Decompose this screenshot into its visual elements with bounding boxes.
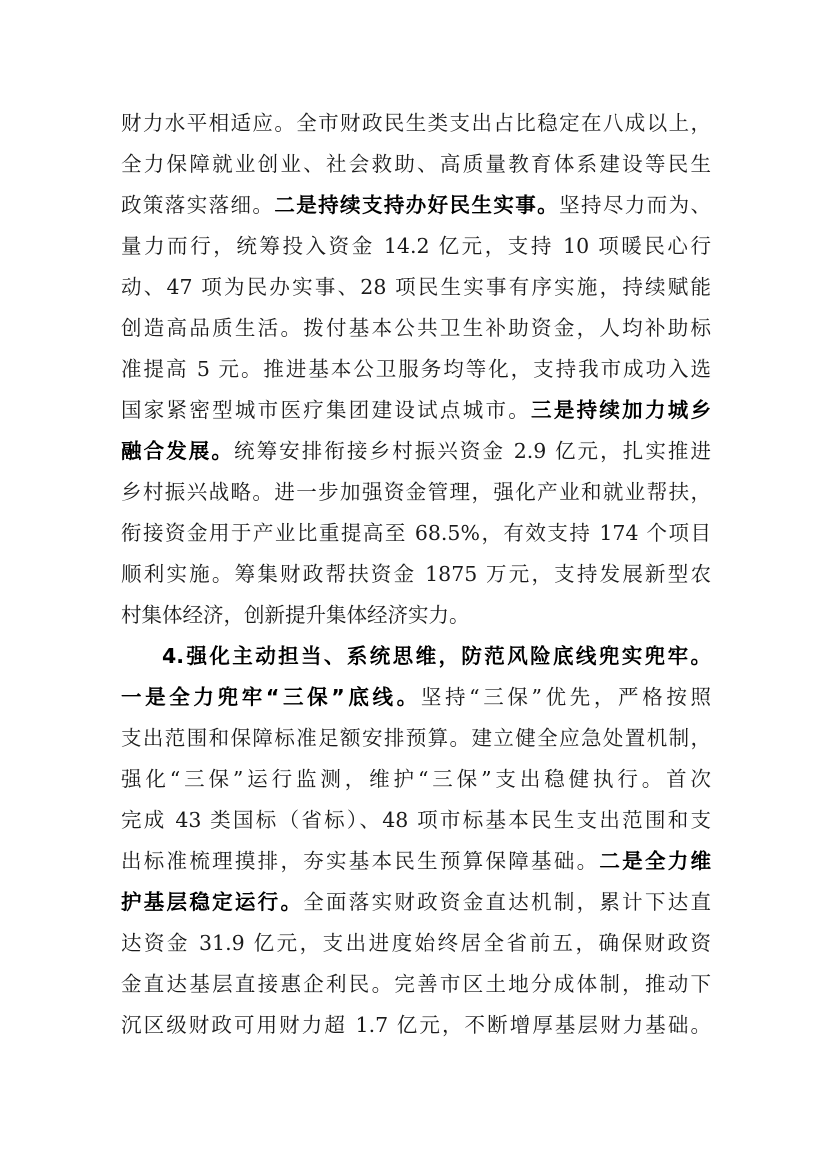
text-run: 统筹安排衔接乡村振兴资金 2.9 亿元，扎实推进 xyxy=(233,439,712,463)
text-line xyxy=(121,513,711,554)
text-run: 乡村振兴战略。进一步加强资金管理，强化产业和就业帮扶， xyxy=(121,480,711,504)
text-line xyxy=(121,554,711,595)
bold-heading-run: 融合发展。 xyxy=(121,439,234,463)
text-run: 村集体经济，创新提升集体经济实力。 xyxy=(121,603,470,627)
text-run: 坚持尽力而为、 xyxy=(559,193,712,217)
text-line xyxy=(121,718,711,759)
text-line xyxy=(121,103,711,144)
text-run: 达资金 31.9 亿元，支出进度始终居全省前五，确保财政资 xyxy=(121,931,711,955)
text-line xyxy=(121,144,711,185)
text-line xyxy=(121,636,711,677)
text-run: 政策落实落细。 xyxy=(121,193,275,217)
bold-heading-run: 4.强化主动担当、系统思维，防范风险底线兜实兜牢。 xyxy=(162,644,711,668)
text-run: 全力保障就业创业、社会救助、高质量教育体系建设等民生 xyxy=(121,152,711,176)
bold-heading-run: 护基层稳定运行。 xyxy=(121,890,304,914)
text-line xyxy=(121,349,711,390)
text-run: 沉区级财政可用财力超 1.7 亿元，不断增厚基层财力基础。 xyxy=(121,1013,711,1037)
text-run: 出标准梳理摸排，夯实基本民生预算保障基础。 xyxy=(121,849,600,873)
text-run: 全面落实财政资金直达机制，累计下达直 xyxy=(303,890,712,914)
text-line xyxy=(121,882,711,923)
text-line xyxy=(121,1005,711,1046)
text-line xyxy=(121,759,711,800)
text-line xyxy=(121,267,711,308)
text-run: 财力水平相适应。全市财政民生类支出占比稳定在八成以上， xyxy=(121,111,711,135)
text-line xyxy=(121,964,711,1005)
text-line xyxy=(121,923,711,964)
text-run: 坚持“三保”优先，严格按照 xyxy=(420,685,711,709)
text-line xyxy=(121,841,711,882)
text-line xyxy=(121,431,711,472)
text-line xyxy=(121,185,711,226)
text-run: 强化“三保”运行监测，维护“三保”支出稳健执行。首次 xyxy=(121,767,711,791)
text-run: 金直达基层直接惠企利民。完善市区土地分成体制，推动下 xyxy=(121,972,711,996)
text-line xyxy=(121,308,711,349)
text-line xyxy=(121,472,711,513)
text-run: 准提高 5 元。推进基本公卫服务均等化，支持我市成功入选 xyxy=(121,357,711,381)
text-run: 顺利实施。筹集财政帮扶资金 1875 万元，支持发展新型农 xyxy=(121,562,711,586)
text-line xyxy=(121,677,711,718)
text-line xyxy=(121,800,711,841)
text-run: 支出范围和保障标准足额安排预算。建立健全应急处置机制， xyxy=(121,726,711,750)
text-run: 衔接资金用于产业比重提高至 68.5%，有效支持 174 个项目 xyxy=(121,521,711,545)
text-line xyxy=(121,226,711,267)
bold-heading-run: 二是持续支持办好民生实事。 xyxy=(274,193,560,217)
text-run: 动、47 项为民办实事、28 项民生实事有序实施，持续赋能 xyxy=(121,275,711,299)
text-run: 创造高品质生活。拨付基本公共卫生补助资金，人均补助标 xyxy=(121,316,711,340)
text-run: 国家紧密型城市医疗集团建设试点城市。 xyxy=(121,398,532,422)
text-line xyxy=(121,390,711,431)
text-line xyxy=(121,595,711,636)
bold-heading-run: 一是全力兜牢“三保”底线。 xyxy=(121,685,421,709)
bold-heading-run: 二是全力维 xyxy=(599,849,712,873)
text-run: 量力而行，统筹投入资金 14.2 亿元，支持 10 项暖民心行 xyxy=(121,234,711,258)
body-text xyxy=(121,103,711,1046)
text-run: 完成 43 类国标（省标）、48 项市标基本民生支出范围和支 xyxy=(121,808,711,832)
bold-heading-run: 三是持续加力城乡 xyxy=(531,398,712,422)
